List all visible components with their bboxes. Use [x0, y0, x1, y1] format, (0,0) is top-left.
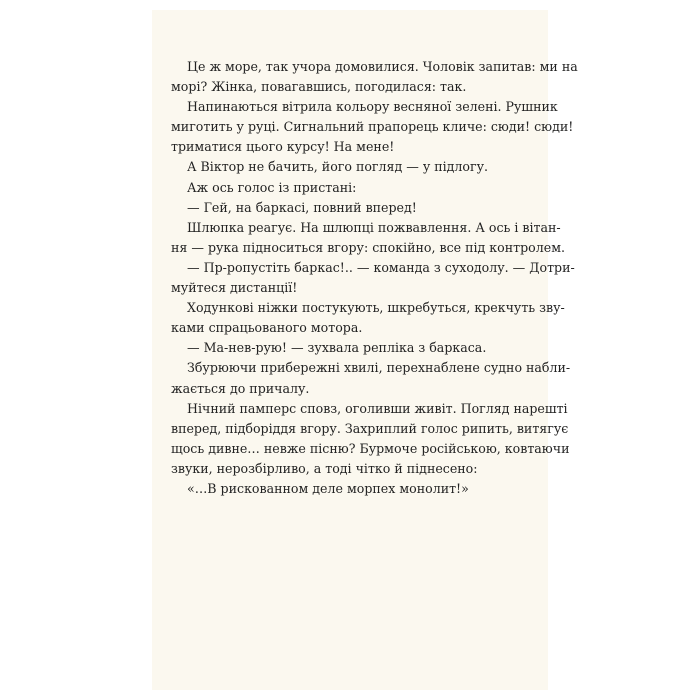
text-line: ня — рука підноситься вгору: спокійно, все під контролем.	[171, 239, 565, 255]
text-line: «…В рискованном деле морпех монолит!»	[187, 480, 469, 496]
text-line: щось дивне… невже пісню? Бурмоче російською, ковтаючи	[171, 440, 570, 456]
text-line: — Ма-нев-рую! — зухвала репліка з баркаса.	[187, 340, 487, 356]
text-line: А Віктор не бачить, його погляд — у підлогу.	[187, 159, 489, 175]
paragraph	[171, 338, 538, 358]
text-line: Це ж море, так учора домовилися. Чоловік запитав: ми на	[187, 59, 578, 74]
paragraph	[171, 218, 565, 258]
text-line: миготить у руці. Сигнальний прапорець кличе: сюди! сюди!	[171, 119, 574, 135]
text-line: триматися цього курсу! На мене!	[171, 139, 395, 155]
text-line: звуки, нерозбірливо, а тоді чітко й піднесено:	[171, 460, 478, 476]
text-line: Ходункові ніжки постукують, шкребуться, крекчуть зву-	[187, 300, 565, 316]
text-line: муйтеся дистанції!	[171, 280, 298, 296]
text-line: Аж ось голос із пристані:	[187, 179, 357, 195]
text-line: Напинаються вітрила кольору весняної зелені. Рушник	[187, 99, 558, 115]
text-line: жається до причалу.	[171, 380, 310, 396]
text-line: ками спрацьованого мотора.	[171, 320, 363, 336]
text-line: Збурюючи прибережні хвилі, перехнаблене судно набли-	[187, 360, 571, 376]
paragraph	[171, 178, 538, 198]
paragraph	[171, 298, 565, 338]
text-line: — Пр-ропустіть баркас!.. — команда з суходолу. — Дотри-	[187, 259, 575, 275]
paragraph	[171, 258, 575, 298]
text-line: Нічний памперс сповз, оголивши живіт. Погляд нарешті	[187, 400, 568, 416]
page-text	[171, 57, 578, 499]
paragraph	[171, 479, 538, 499]
paragraph	[171, 57, 578, 97]
paragraph	[171, 157, 538, 177]
text-line: морі? Жінка, повагавшись, погодилася: так.	[171, 79, 467, 95]
text-line: Шлюпка реагує. На шлюпці пожвавлення. А ось і вітан-	[187, 219, 561, 235]
paragraph	[171, 358, 571, 398]
text-line: вперед, підборіддя вгору. Захриплий голос рипить, витягує	[171, 420, 569, 436]
paragraph	[171, 97, 574, 157]
paragraph	[171, 198, 538, 218]
book-page	[152, 10, 578, 690]
text-line: — Гей, на баркасі, повний вперед!	[187, 199, 417, 215]
paragraph	[171, 399, 570, 479]
